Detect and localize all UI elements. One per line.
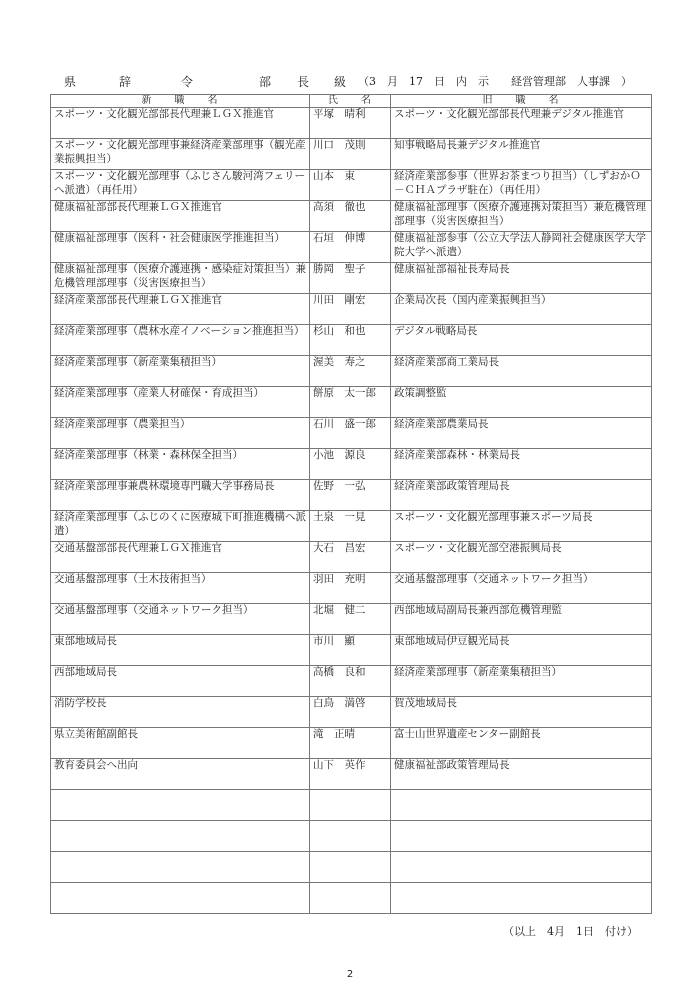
table-row — [51, 387, 652, 418]
table-row — [51, 790, 652, 821]
name-cell: 土泉 一見 — [310, 511, 391, 542]
new-title-cell: 交通基盤部理事（土木技術担当） — [51, 573, 310, 604]
header-meta: （3 月 17 日 内 示 経営管理部 人事課 ） — [358, 75, 632, 88]
new-title-cell: 経済産業部理事（農業担当） — [51, 418, 310, 449]
name-cell: 石垣 伸博 — [310, 232, 391, 263]
header-char-2: 辞 — [119, 75, 132, 89]
column-header-new-title: 新 職 名 — [51, 95, 310, 108]
new-title-cell — [51, 852, 310, 883]
old-title-cell: 経済産業部理事（新産業集積担当） — [391, 666, 652, 697]
name-cell: 渥美 寿之 — [310, 356, 391, 387]
new-title-cell: 経済産業部理事（林業・森林保全担当） — [51, 449, 310, 480]
old-title-cell: 健康福祉部参事（公立大学法人静岡社会健康医学大学院大学へ派遣） — [391, 232, 652, 263]
name-cell: 滝 正晴 — [310, 728, 391, 759]
name-cell — [310, 883, 391, 914]
table-row — [51, 449, 652, 480]
header-char-1: 県 — [64, 75, 77, 89]
new-title-cell — [51, 883, 310, 914]
new-title-cell: 消防学校長 — [51, 697, 310, 728]
column-header-name: 氏 名 — [310, 95, 391, 108]
name-cell: 北堀 健二 — [310, 604, 391, 635]
name-cell: 石川 盛一郎 — [310, 418, 391, 449]
old-title-cell: 経済産業部商工業局長 — [391, 356, 652, 387]
header-char-3: 令 — [181, 75, 194, 89]
old-title-cell: 政策調整監 — [391, 387, 652, 418]
new-title-cell: 東部地域局長 — [51, 635, 310, 666]
new-title-cell — [51, 821, 310, 852]
table-row — [51, 511, 652, 542]
new-title-cell — [51, 790, 310, 821]
name-cell: 山下 英作 — [310, 759, 391, 790]
name-cell: 山本 東 — [310, 170, 391, 201]
old-title-cell — [391, 883, 652, 914]
table-row — [51, 759, 652, 790]
table-row — [51, 108, 652, 139]
table-row — [51, 728, 652, 759]
new-title-cell: 経済産業部理事（ふじのくに医療城下町推進機構へ派遣） — [51, 511, 310, 542]
table-row — [51, 573, 652, 604]
name-cell: 羽田 充明 — [310, 573, 391, 604]
new-title-cell: 健康福祉部理事（医科・社会健康医学推進担当） — [51, 232, 310, 263]
table-row — [51, 201, 652, 232]
name-cell: 高橋 良和 — [310, 666, 391, 697]
new-title-cell: 教育委員会へ出向 — [51, 759, 310, 790]
name-cell — [310, 852, 391, 883]
table-row — [51, 170, 652, 201]
effective-date-note: （以上 4月 1日 付け） — [503, 925, 638, 938]
new-title-cell: 経済産業部理事（産業人材確保・育成担当） — [51, 387, 310, 418]
table-row — [51, 697, 652, 728]
name-cell: 白鳥 満啓 — [310, 697, 391, 728]
name-cell: 市川 顯 — [310, 635, 391, 666]
table-row — [51, 263, 652, 294]
table-row — [51, 232, 652, 263]
old-title-cell — [391, 790, 652, 821]
old-title-cell: 企業局次長（国内産業振興担当） — [391, 294, 652, 325]
table-header-row — [51, 95, 652, 108]
old-title-cell: 富士山世界遺産センター副館長 — [391, 728, 652, 759]
personnel-table — [50, 94, 652, 914]
old-title-cell: スポーツ・文化観光部理事兼スポーツ局長 — [391, 511, 652, 542]
old-title-cell: 賀茂地域局長 — [391, 697, 652, 728]
name-cell: 餅原 太一郎 — [310, 387, 391, 418]
name-cell — [310, 821, 391, 852]
name-cell: 大石 昌宏 — [310, 542, 391, 573]
new-title-cell: 交通基盤部部長代理兼ＬＧＸ推進官 — [51, 542, 310, 573]
name-cell: 川口 茂則 — [310, 139, 391, 170]
old-title-cell: 交通基盤部理事（交通ネットワーク担当） — [391, 573, 652, 604]
old-title-cell: 経済産業部森林・林業局長 — [391, 449, 652, 480]
new-title-cell: 経済産業部部長代理兼ＬＧＸ推進官 — [51, 294, 310, 325]
header-char-6: 級 — [334, 75, 347, 89]
old-title-cell: 経済産業部参事（世界お茶まつり担当）（しずおかＯ－ＣＨＡプラザ駐在）（再任用） — [391, 170, 652, 201]
new-title-cell: 経済産業部理事（農林水産イノベーション推進担当） — [51, 325, 310, 356]
name-cell: 川田 剛宏 — [310, 294, 391, 325]
table-row — [51, 852, 652, 883]
name-cell: 杉山 和也 — [310, 325, 391, 356]
new-title-cell: 経済産業部理事（新産業集積担当） — [51, 356, 310, 387]
old-title-cell: 経済産業部農業局長 — [391, 418, 652, 449]
old-title-cell: 西部地域局副局長兼西部危機管理監 — [391, 604, 652, 635]
new-title-cell: 交通基盤部理事（交通ネットワーク担当） — [51, 604, 310, 635]
document-header — [64, 74, 644, 90]
old-title-cell: デジタル戦略局長 — [391, 325, 652, 356]
name-cell: 佐野 一弘 — [310, 480, 391, 511]
table-row — [51, 325, 652, 356]
page-number: 2 — [346, 969, 354, 980]
new-title-cell: 健康福祉部部長代理兼ＬＧＸ推進官 — [51, 201, 310, 232]
table-row — [51, 821, 652, 852]
table-row — [51, 604, 652, 635]
new-title-cell: スポーツ・文化観光部理事兼経済産業部理事（観光産業振興担当） — [51, 139, 310, 170]
table-row — [51, 294, 652, 325]
old-title-cell — [391, 852, 652, 883]
name-cell: 小池 源良 — [310, 449, 391, 480]
new-title-cell: 健康福祉部理事（医療介護連携・感染症対策担当）兼危機管理部理事（災害医療担当） — [51, 263, 310, 294]
table-row — [51, 418, 652, 449]
name-cell: 勝岡 聖子 — [310, 263, 391, 294]
old-title-cell — [391, 821, 652, 852]
table-row — [51, 356, 652, 387]
header-char-5: 長 — [297, 75, 310, 89]
old-title-cell: 経済産業部政策管理局長 — [391, 480, 652, 511]
new-title-cell: 西部地域局長 — [51, 666, 310, 697]
old-title-cell: 東部地域局伊豆観光局長 — [391, 635, 652, 666]
new-title-cell: 経済産業部理事兼農林環境専門職大学事務局長 — [51, 480, 310, 511]
old-title-cell: 健康福祉部理事（医療介護連携対策担当）兼危機管理部理事（災害医療担当） — [391, 201, 652, 232]
table-row — [51, 139, 652, 170]
column-header-old-title: 旧 職 名 — [391, 95, 652, 108]
table-row — [51, 666, 652, 697]
table-row — [51, 883, 652, 914]
name-cell — [310, 790, 391, 821]
old-title-cell: 健康福祉部福祉長寿局長 — [391, 263, 652, 294]
old-title-cell: スポーツ・文化観光部部長代理兼デジタル推進官 — [391, 108, 652, 139]
new-title-cell: 県立美術館副館長 — [51, 728, 310, 759]
old-title-cell: 健康福祉部政策管理局長 — [391, 759, 652, 790]
new-title-cell: スポーツ・文化観光部部長代理兼ＬＧＸ推進官 — [51, 108, 310, 139]
header-char-4: 部 — [259, 75, 272, 89]
table-row — [51, 480, 652, 511]
table-row — [51, 635, 652, 666]
table-row — [51, 542, 652, 573]
new-title-cell: スポーツ・文化観光部理事（ふじさん駿河湾フェリーへ派遣）（再任用） — [51, 170, 310, 201]
old-title-cell: スポーツ・文化観光部空港振興局長 — [391, 542, 652, 573]
name-cell: 平塚 晴利 — [310, 108, 391, 139]
old-title-cell: 知事戦略局長兼デジタル推進官 — [391, 139, 652, 170]
name-cell: 高須 徹也 — [310, 201, 391, 232]
